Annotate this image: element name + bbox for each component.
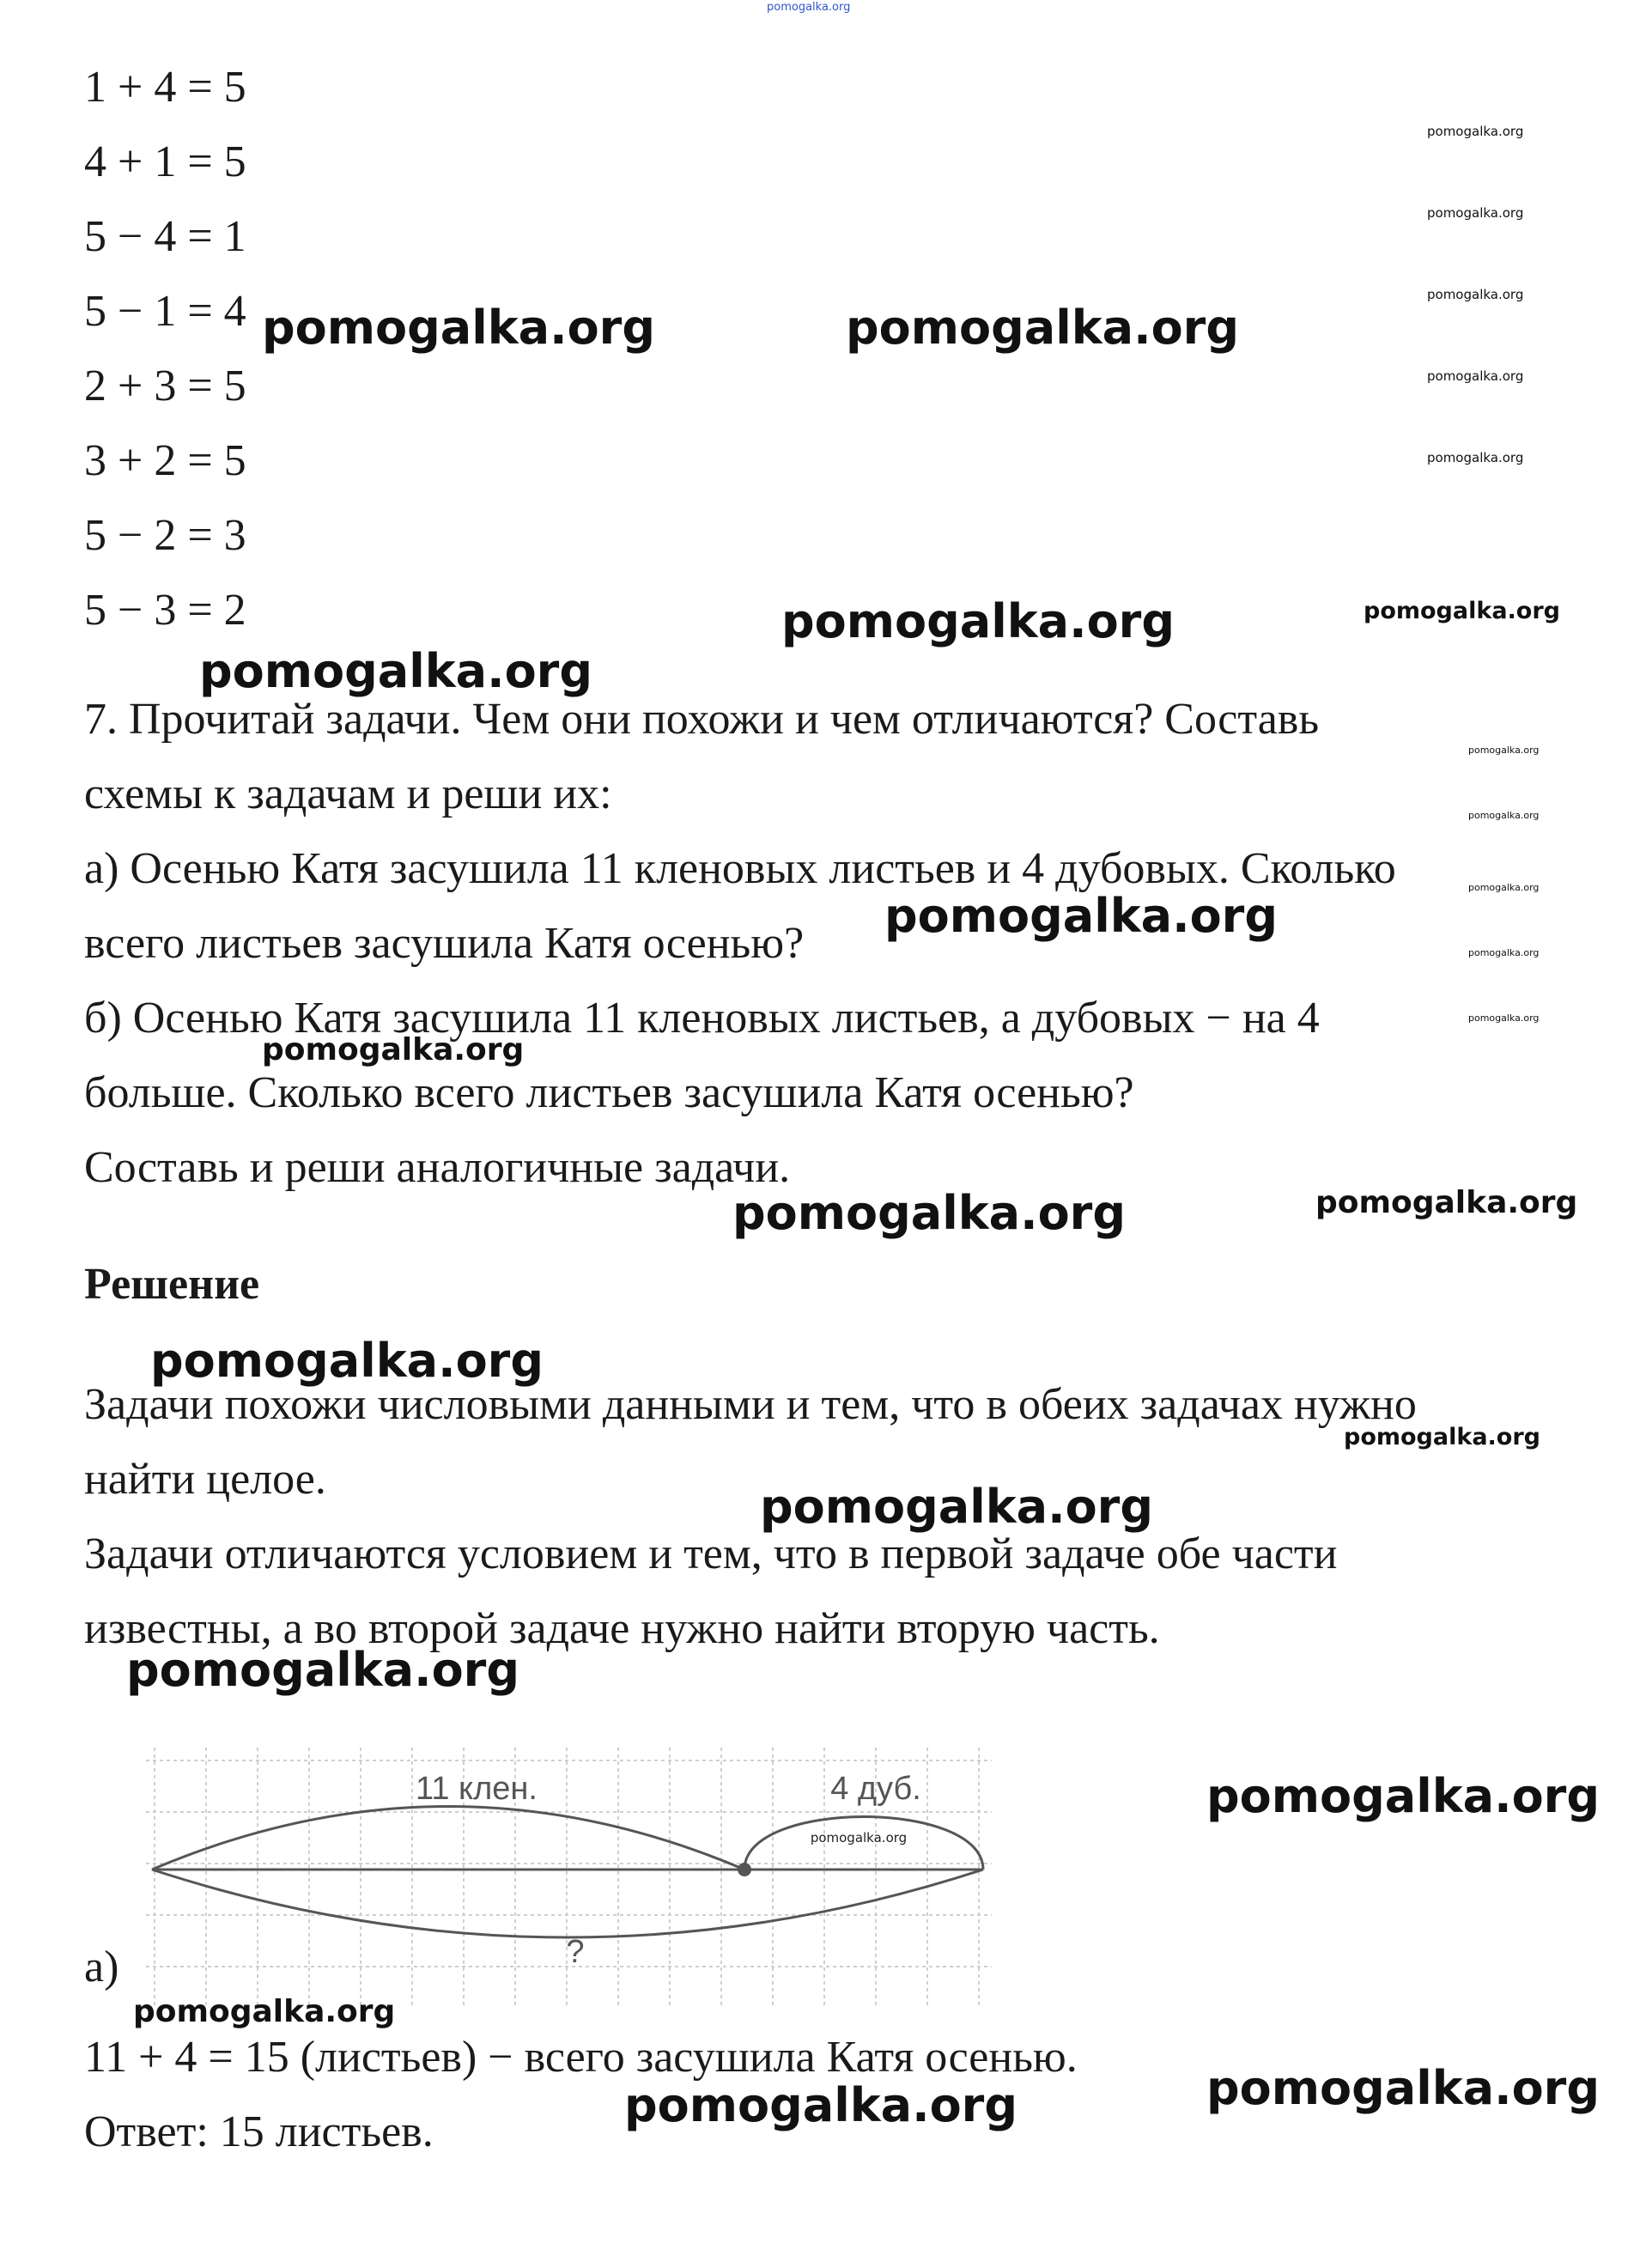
solution-text: найти целое. <box>84 1455 326 1504</box>
watermark: pomogalka.org <box>884 889 1278 943</box>
equation-line: 3 + 2 = 5 <box>84 436 246 485</box>
label-unknown: ? <box>566 1934 585 1970</box>
equation-line: 5 − 4 = 1 <box>84 212 246 261</box>
arc-left <box>152 1807 744 1870</box>
watermark: pomogalka.org <box>1206 1769 1600 1823</box>
task-b-text: б) Осенью Катя засушила 11 кленовых листьев, а дубовых − на 4 <box>84 994 1320 1043</box>
equation-line: 4 + 1 = 5 <box>84 137 246 186</box>
subtask-label: а) <box>84 1943 119 1991</box>
watermark: pomogalka.org <box>1427 205 1524 221</box>
watermark: pomogalka.org <box>262 301 655 355</box>
watermark: pomogalka.org <box>1468 1012 1540 1024</box>
watermark: pomogalka.org <box>126 1643 519 1697</box>
scheme-diagram <box>146 1748 992 2005</box>
task-a-text: всего листьев засушила Катя осенью? <box>84 919 805 968</box>
watermark: pomogalka.org <box>624 2078 1017 2132</box>
watermark: pomogalka.org <box>846 301 1239 355</box>
watermark: pomogalka.org <box>732 1186 1126 1240</box>
label-maple: 11 клен. <box>416 1771 538 1807</box>
watermark: pomogalka.org <box>760 1480 1153 1534</box>
watermark: pomogalka.org <box>1364 598 1560 624</box>
watermark: pomogalka.org <box>1206 2061 1600 2115</box>
solution-text: Задачи отличаются условием и тем, что в первой задаче обе части <box>84 1529 1338 1578</box>
watermark: pomogalka.org <box>133 1994 396 2029</box>
solution-equation: 11 + 4 = 15 (листьев) − всего засушила Катя осенью. <box>84 2033 1078 2082</box>
equation-line: 5 − 2 = 3 <box>84 511 246 560</box>
watermark: pomogalka.org <box>1427 450 1524 465</box>
equation-line: 5 − 1 = 4 <box>84 287 246 336</box>
solution-text: известны, а во второй задаче нужно найти вторую часть. <box>84 1604 1160 1653</box>
solution-heading: Решение <box>84 1260 260 1309</box>
watermark: pomogalka.org <box>150 1334 544 1388</box>
task-text: 7. Прочитай задачи. Чем они похожи и чем отличаются? Составь <box>84 695 1320 744</box>
label-oak: 4 дуб. <box>830 1771 921 1807</box>
watermark: pomogalka.org <box>1344 1424 1540 1450</box>
watermark: pomogalka.org <box>1315 1185 1578 1220</box>
equation-line: 5 − 3 = 2 <box>84 586 246 635</box>
equation-line: 1 + 4 = 5 <box>84 63 246 112</box>
solution-text: Задачи похожи числовыми данными и тем, что в обеих задачах нужно <box>84 1380 1417 1429</box>
task-text: схемы к задачам и реши их: <box>84 769 612 818</box>
solution-answer: Ответ: 15 листьев. <box>84 2107 434 2156</box>
watermark: pomogalka.org <box>767 1 851 14</box>
watermark: pomogalka.org <box>810 1830 908 1845</box>
watermark: pomogalka.org <box>1427 124 1524 139</box>
task-a-text: а) Осенью Катя засушила 11 кленовых листьев и 4 дубовых. Сколько <box>84 844 1396 893</box>
watermark: pomogalka.org <box>262 1032 525 1067</box>
watermark: pomogalka.org <box>1468 882 1540 893</box>
watermark: pomogalka.org <box>1427 287 1524 302</box>
watermark: pomogalka.org <box>1468 947 1540 958</box>
watermark: pomogalka.org <box>1468 810 1540 821</box>
watermark: pomogalka.org <box>1427 368 1524 384</box>
task-b-text: больше. Сколько всего листьев засушила Катя осенью? <box>84 1068 1134 1117</box>
task-extra-text: Составь и реши аналогичные задачи. <box>84 1143 791 1192</box>
equation-line: 2 + 3 = 5 <box>84 362 246 410</box>
watermark: pomogalka.org <box>199 644 592 698</box>
watermark: pomogalka.org <box>1468 745 1540 756</box>
watermark: pomogalka.org <box>781 594 1175 648</box>
